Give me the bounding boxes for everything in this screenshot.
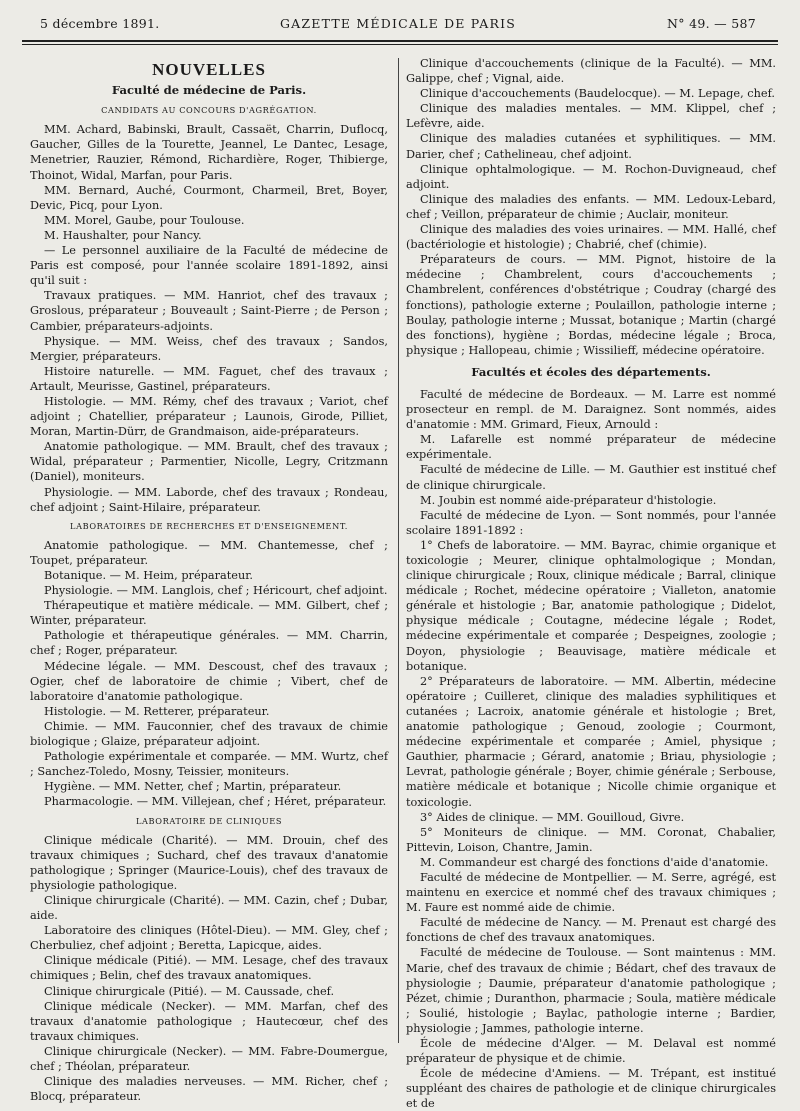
paragraph: Anatomie pathologique. — MM. Chantemesse, chef ; Toupet, préparateur.	[30, 538, 388, 567]
paragraph: Clinique ophtalmologique. — M. Rochon-Duvigneaud, chef adjoint.	[406, 162, 776, 191]
paragraph: Physique. — MM. Weiss, chef des travaux ; Sandos, Mergier, préparateurs.	[30, 334, 388, 363]
paragraph: Physiologie. — MM. Laborde, chef des travaux ; Rondeau, chef adjoint ; Saint-Hilaire, préparateur.	[30, 485, 388, 514]
paragraph: Hygiène. — MM. Netter, chef ; Martin, préparateur.	[44, 780, 342, 794]
paragraph: Clinique des maladies des voies urinaires. — MM. Hallé, chef (bactériologie et histologie) ; Chabrié, chef (chimie).	[406, 223, 776, 252]
paragraph: Faculté de médecine de Lyon. — Sont nommés, pour l'année scolaire 1891-1892 :	[406, 508, 776, 537]
subheading-laboratoires: LABORATOIRES DE RECHERCHES ET D'ENSEIGNEMENT.	[70, 520, 348, 531]
paragraph: Clinique médicale (Charité). — MM. Drouin, chef des travaux chimiques ; Suchard, chef des travaux d'anatomie pathologique ; Springer (Maurice-Louis), chef des travaux de physiologie pathologique.	[30, 833, 388, 892]
paragraph: MM. Achard, Babinski, Brault, Cassaët, Charrin, Duflocq, Gaucher, Gilles de la Tourette, Jeannel, Le Dantec, Lesage, Menetrier, Rauzier, Rémond, Richardière, Roger, Thibierge, Thoinot, Widal, Marfan, pour Paris.	[30, 123, 388, 182]
paragraph: Pharmacologie. — MM. Villejean, chef ; Héret, préparateur.	[44, 795, 387, 809]
header-rule-thin	[22, 44, 778, 45]
section-heading: NOUVELLES	[152, 60, 266, 79]
paragraph: Histologie. — MM. Rémy, chef des travaux ; Variot, chef adjoint ; Chatellier, préparateur ; Launois, Girode, Pilliet, Moran, Martin-Dürr, de Grandmaison, aide-préparateurs.	[30, 394, 388, 439]
issue-date: 5 décembre 1891.	[40, 16, 160, 31]
paragraph: Physiologie. — MM. Langlois, chef ; Héricourt, chef adjoint.	[44, 584, 388, 598]
paragraph: Thérapeutique et matière médicale. — MM. Gilbert, chef ; Winter, préparateur.	[30, 599, 388, 628]
paragraph: Clinique des maladies mentales. — MM. Klippel, chef ; Lefèvre, aide.	[406, 102, 776, 131]
column-divider	[398, 58, 399, 1043]
paragraph: École de médecine d'Alger. — M. Delaval est nommé préparateur de physique et de chimie.	[406, 1037, 776, 1066]
paragraph: M. Commandeur est chargé des fonctions d'aide d'anatomie.	[420, 855, 769, 869]
paragraph: Faculté de médecine de Bordeaux. — M. Larre est nommé prosecteur en rempl. de M. Daraignez. Sont nommés, aides d'anatomie : MM. Grimard, Fieux, Arnould :	[406, 387, 776, 432]
subheading-candidats: CANDIDATS AU CONCOURS D'AGRÉGATION.	[101, 105, 317, 116]
journal-title: GAZETTE MÉDICALE DE PARIS	[279, 16, 517, 31]
paragraph: Médecine légale. — MM. Descoust, chef des travaux ; Ogier, chef de laboratoire de chimie ; Vibert, chef de laboratoire d'anatomie pathologique.	[30, 659, 388, 703]
paragraph: MM. Morel, Gaube, pour Toulouse.	[44, 213, 245, 227]
departments-heading: Facultés et écoles des départements.	[471, 364, 711, 379]
paragraph: Histoire naturelle. — MM. Faguet, chef des travaux ; Artault, Meurisse, Gastinel, préparateurs.	[30, 364, 388, 393]
paragraph: Laboratoire des cliniques (Hôtel-Dieu). — MM. Gley, chef ; Cherbuliez, chef adjoint ; Beretta, Lapicque, aides.	[30, 924, 388, 953]
paragraph: Clinique chirurgicale (Charité). — MM. Cazin, chef ; Dubar, aide.	[30, 893, 388, 923]
paragraph: Préparateurs de cours. — MM. Pignot, histoire de la médecine ; Chambrelent, cours d'accouchements ; Chambrelent, conférences d'obstétrique ; Coudray (chargé des fonctions), pathologie externe ; Poulaillon, pathologie interne ; Boulay, pathologie interne ; Mussat, botanique ; Martin (chargé des fonctions), hygiène ; Bordas, médecine légale ; Broca, physique ; Hallopeau, chimie ; Wissilieff, médecine opératoire.	[406, 253, 776, 357]
paragraph: MM. Bernard, Auché, Courmont, Charmeil, Bret, Boyer, Devic, Picq, pour Lyon.	[30, 183, 388, 212]
right-column	[406, 56, 776, 1111]
paragraph: 1° Chefs de laboratoire. — MM. Bayrac, chimie organique et toxicologie ; Meurer, clinique ophtalmologique ; Mondan, clinique chirurgicale ; Roux, clinique médicale ; Barral, clinique médicale ; Rochet, médecine opératoire ; Vialleton, anatomie générale et histologie ; Bar, anatomie pathologique ; Didelot, physique médicale ; Coutagne, médecine légale ; Rodet, médecine expérimentale et comparée ; Despeignes, zoologie ; Doyon, physiologie ; Beauvisage, matière médicale et botanique.	[406, 538, 776, 673]
paragraph: 3° Aides de clinique. — MM. Gouilloud, Givre.	[420, 810, 685, 824]
header-rule-thick	[22, 40, 778, 42]
paragraph: M. Lafarelle est nommé préparateur de médecine expérimentale.	[406, 433, 776, 462]
paragraph: Anatomie pathologique. — MM. Brault, chef des travaux ; Widal, préparateur ; Parmentier, Nicolle, Legry, Critzmann (Daniel), moniteurs.	[30, 440, 388, 484]
paragraph: Clinique d'accouchements (clinique de la Faculté). — MM. Galippe, chef ; Vignal, aide.	[406, 57, 776, 86]
paragraph: Travaux pratiques. — MM. Hanriot, chef des travaux ; Groslous, préparateur ; Bouveault ; Saint-Pierre ; de Person ; Cambier, préparateurs-adjoints.	[30, 289, 388, 333]
paragraph: M. Joubin est nommé aide-préparateur d'histologie.	[420, 493, 717, 507]
subheading-cliniques: LABORATOIRE DE CLINIQUES	[135, 815, 283, 826]
paragraph: Faculté de médecine de Toulouse. — Sont maintenus : MM. Marie, chef des travaux de chimie ; Bédart, chef des travaux de physiologie ; Daumie, préparateur d'anatomie pathologique ; Pézet, chimie ; Duranthon, pharmacie ; Soula, matière médicale ; Soulié, histologie ; Baylac, pathologie interne ; Bardier, physiologie ; Jammes, pathologie interne.	[406, 946, 776, 1035]
paragraph: Clinique d'accouchements (Baudelocque). — M. Lepage, chef.	[420, 87, 775, 101]
running-header	[40, 16, 756, 34]
left-column	[30, 56, 388, 1104]
paragraph: Faculté de médecine de Lille. — M. Gauthier est institué chef de clinique chirurgicale.	[406, 463, 776, 492]
paragraph: Pathologie et thérapeutique générales. — MM. Charrin, chef ; Roger, préparateur.	[30, 629, 388, 658]
paragraph: Histologie. — M. Retterer, préparateur.	[44, 704, 270, 718]
paragraph: 5° Moniteurs de clinique. — MM. Coronat, Chabalier, Pittevin, Loison, Chantre, Jamin.	[406, 825, 776, 854]
paragraph: M. Haushalter, pour Nancy.	[44, 228, 202, 242]
paragraph: Clinique des maladies des enfants. — MM. Ledoux-Lebard, chef ; Veillon, préparateur de chimie ; Auclair, moniteur.	[406, 192, 776, 221]
paragraph: Chimie. — MM. Fauconnier, chef des travaux de chimie biologique ; Glaize, préparateur adjoint.	[30, 719, 388, 749]
paragraph: Faculté de médecine de Montpellier. — M. Serre, agrégé, est maintenu en exercice et nommé chef des travaux chimiques ; M. Faure est nommé aide de chimie.	[406, 870, 776, 915]
paragraph: — Le personnel auxiliaire de la Faculté de médecine de Paris est composé, pour l'année scolaire 1891-1892, ainsi qu'il suit :	[30, 244, 388, 288]
paragraph: Clinique chirurgicale (Pitié). — M. Caussade, chef.	[44, 984, 335, 998]
paragraph: Clinique médicale (Necker). — MM. Marfan, chef des travaux d'anatomie pathologique ; Hautecœur, chef des travaux chimiques.	[30, 999, 388, 1043]
paragraph: Faculté de médecine de Nancy. — M. Prenaut est chargé des fonctions de chef des travaux anatomiques.	[406, 916, 776, 945]
paragraph: École de médecine d'Amiens. — M. Trépant, est institué suppléant des chaires de pathologie et de clinique chirurgicales et de	[406, 1067, 776, 1111]
paragraph: Clinique des maladies nerveuses. — MM. Richer, chef ; Blocq, préparateur.	[30, 1075, 388, 1104]
paragraph: 2° Préparateurs de laboratoire. — MM. Albertin, médecine opératoire ; Cuilleret, clinique des maladies syphilitiques et cutanées ; Lacroix, anatomie générale et histologie ; Bret, anatomie pathologique ; Genoud, zoologie ; Courmont, médecine expérimentale et comparée ; Amiel, physique ; Gauthier, pharmacie ; Gérard, anatomie ; Briau, physiologie ; Levrat, pathologie générale ; Boyer, chimie générale ; Serbouse, matière médicale et botanique ; Nicolle chimie organique et toxicologie.	[406, 674, 776, 809]
paragraph: Clinique médicale (Pitié). — MM. Lesage, chef des travaux chimiques ; Belin, chef des travaux anatomiques.	[30, 954, 388, 983]
paragraph: Botanique. — M. Heim, préparateur.	[44, 569, 253, 582]
issue-page-number: N° 49. — 587	[667, 16, 756, 31]
faculty-heading: Faculté de médecine de Paris.	[111, 83, 307, 98]
paragraph: Clinique des maladies cutanées et syphilitiques. — MM. Darier, chef ; Cathelineau, chef adjoint.	[406, 132, 776, 161]
paragraph: Clinique chirurgicale (Necker). — MM. Fabre-Doumergue, chef ; Théolan, préparateur.	[30, 1044, 388, 1073]
paragraph: Pathologie expérimentale et comparée. — MM. Wurtz, chef ; Sanchez-Toledo, Mosny, Teissier, moniteurs.	[30, 750, 388, 779]
